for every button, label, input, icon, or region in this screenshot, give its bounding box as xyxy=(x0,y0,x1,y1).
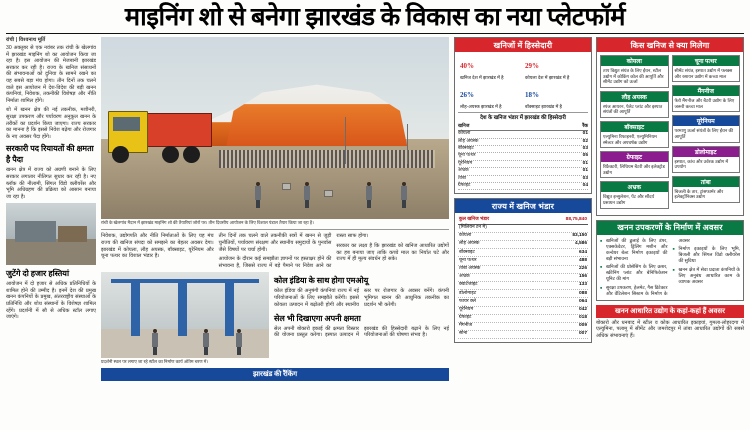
box-mineral-uses xyxy=(596,37,744,216)
machine-shape-2 xyxy=(58,226,87,242)
left-column xyxy=(6,37,96,429)
mineral-card-body: एल्युमिना रिफाइनरी, एल्युमिनियम स्मेल्टर और अपघर्षक उद्योग xyxy=(603,133,657,145)
list-item: कोयला 01 xyxy=(458,131,588,138)
percentage-cell xyxy=(523,55,588,84)
list-item: खनिज रैंक xyxy=(458,124,588,131)
percentage-value: 29% xyxy=(525,62,539,70)
list-item: चूना पत्थर 05 xyxy=(458,153,588,160)
person xyxy=(235,329,243,355)
mineral-card-body: विद्युत इन्सुलेशन, पेंट और सौंदर्य प्रसाधन उद्योग xyxy=(603,194,655,205)
mineral-card xyxy=(672,176,741,203)
mineral-card-body: रिफ्रैक्टरी, लिथियम बैटरी और इलेक्ट्रोड उद्योग xyxy=(603,164,665,175)
divider xyxy=(101,229,449,230)
truck-wheel xyxy=(112,146,129,163)
mineral-card xyxy=(600,55,669,88)
machine-shape xyxy=(15,221,56,242)
table-row: ग्रेफाइट 018 xyxy=(458,314,588,322)
byline: रांची | विश्वनाथ मूर्ति xyxy=(6,37,46,43)
percentage-grid xyxy=(458,55,588,112)
table-row: क्वार्टजाइट 133 xyxy=(458,281,588,289)
table-row: लौह अयस्क 4,586 xyxy=(458,241,588,249)
person xyxy=(400,182,408,208)
mineral-card-title: बॉक्साइट xyxy=(601,122,668,132)
mineral-rank-list xyxy=(458,124,588,191)
left-subhead-1: सरकारी पद रियायतों की क्षमता है पैदा xyxy=(6,144,94,165)
box-state-reserves-title: राज्य में खनिज भंडार xyxy=(455,199,591,213)
list-item: ग्रेफाइट 04 xyxy=(458,183,588,190)
drum xyxy=(324,190,333,197)
box-mineral-share xyxy=(454,37,592,194)
list-item: ■ खनिजों की प्रोसेसिंग के लिए क्रशर, स्क्रीनिंग प्लांट और बेनिफिकेशन यूनिट की मांग xyxy=(600,264,668,282)
pole xyxy=(407,124,408,164)
photo-stall-construction xyxy=(101,272,269,358)
truck-bed xyxy=(143,113,212,147)
person xyxy=(254,182,262,208)
photo-stall-caption: प्रदर्शनी स्थल पर लगाए जा रहे स्टॉल का निर्माण कार्य अंतिम चरण में। xyxy=(101,359,209,365)
mineral-card-title: लौह अयस्क xyxy=(601,92,668,102)
paragraph: सरकार का लक्ष्य है कि झारखंड को खनिज आधारित उद्योगों का हब बनाया जाए ताकि कच्चे माल का निर्यात घटे और राज्य में ही मूल्य संवर्धन हो सके। xyxy=(336,243,449,263)
left-subhead-2: जुटेंगे दो हजार हस्तियां xyxy=(6,269,70,279)
paragraph: निवेशक, उद्योगपति और नीति निर्माताओं के लिए यह मंच राज्य की खनिज संपदा को समझने का बेहतर अवसर देगा। झारखंड में कोयला, लौह अयस्क, बॉक्साइट, यूरेनियम और चूना पत्थर का विशाल भंडार है। xyxy=(101,233,214,260)
mineral-card-body: स्पंज आयरन, पेलेट प्लांट और इस्पात संयंत्रों की आपूर्ति xyxy=(603,103,663,115)
mid-story-coal-india xyxy=(274,288,449,309)
pole xyxy=(345,117,346,164)
mineral-card xyxy=(600,181,669,208)
person xyxy=(303,182,311,208)
table-row: अभ्रक 156 xyxy=(458,273,588,281)
mineral-card-title: तांबा xyxy=(673,177,740,187)
box-state-reserves-body xyxy=(455,213,591,342)
mineral-card-body: सीमेंट संयंत्र, इस्पात उद्योग में फ्लक्स और रसायन उद्योग में कच्चा माल xyxy=(674,68,733,79)
mid-story-sail xyxy=(274,326,449,341)
list-item: ■ सुरक्षा उपकरण, हेलमेट, गैस डिटेक्टर और वेंटिलेशन सिस्टम के निर्माण के अवसर xyxy=(600,238,740,297)
middle-lower-section xyxy=(101,272,449,365)
table-row: कोयला 83,150 xyxy=(458,232,588,240)
right-bottom-note: बोकारो और धनबाद में स्टील व कोक आधारित इकाइयां, गुमला-लोहरदगा में एल्युमिना, पलामू में सीमेंट और जमशेदपुर में तांबा आधारित उद्योगों की सबसे अधिक संभावनाएं हैं। xyxy=(596,319,744,339)
table-row: डोलोमाइट 088 xyxy=(458,290,588,298)
table-row: कुल खनिज भंडार 88,75,840 xyxy=(458,216,588,224)
percentage-label: लौह-अयस्क झारखंड में है xyxy=(460,103,502,109)
box-mineral-share-body xyxy=(455,52,591,193)
percentage-cell xyxy=(458,55,523,84)
right-bottom-strip: खनन आधारित उद्योग के कहां-कहां हैं अवसर xyxy=(596,305,744,318)
list-item: बॉक्साइट 03 xyxy=(458,146,588,153)
mineral-card-title: डोलोमाइट xyxy=(673,147,740,157)
mineral-rank-subtitle: देश के खनिज भंडार में झारखंड की हिस्सेदारी xyxy=(458,112,588,124)
truck xyxy=(108,99,212,165)
box-equipment-body xyxy=(597,235,743,300)
percentage-value: 18% xyxy=(525,90,539,99)
mineral-card-grid xyxy=(600,55,740,212)
mineral-card xyxy=(672,115,741,142)
mineral-card-body: परमाणु ऊर्जा संयंत्रों के लिए ईंधन की आपूर्ति xyxy=(674,128,734,139)
table-row: सोना 007 xyxy=(458,331,588,339)
middle-lower-right xyxy=(274,272,449,365)
table-row: फायर क्ले 064 xyxy=(458,298,588,306)
table-row: बॉक्साइट 634 xyxy=(458,249,588,257)
right-column-b xyxy=(596,37,744,429)
percentage-cell xyxy=(523,84,588,113)
left-story-2 xyxy=(6,167,96,200)
percentage-label: खनिज देश में झारखंड में है xyxy=(460,75,504,80)
photo-main-caption: रांची के खेलगांव मैदान में झारखंड माइनिंग शो की तैयारियां जोरों पर। तीन दिवसीय आयोजन के लिए विशाल पंडाल तैयार किया जा रहा है। xyxy=(101,220,314,225)
mineral-card xyxy=(672,55,741,82)
mineral-card xyxy=(672,146,741,173)
middle-body-text xyxy=(101,233,449,269)
person xyxy=(365,182,373,208)
mineral-card-title: अभ्रक xyxy=(601,182,668,192)
paragraph: सेल अपनी बोकारो इकाई की क्षमता विस्तार की योजना प्रस्तुत करेगा। इस्पात उत्पादन में झारखंड की हिस्सेदारी बढ़ाने के लिए नई परियोजनाओं की घोषणा संभव है। xyxy=(274,325,449,339)
box-equipment-opportunity xyxy=(596,220,744,301)
paragraph: कोल इंडिया की अनुषंगी कंपनियां राज्य में नई परियोजनाओं के लिए समझौते करेंगी। इससे कोयला उत्पादन में बढ़ोतरी होगी और स्थानीय स्तर पर रोजगार के अवसर बनेंगे। कंपनी भूमिगत खनन की आधुनिक तकनीक का प्रदर्शन भी करेगी। xyxy=(274,288,449,308)
pillar xyxy=(225,279,233,336)
mineral-card-title: मैंगनीज xyxy=(673,86,740,96)
paragraph: शो में खनन क्षेत्र की नई तकनीक, मशीनरी, सुरक्षा उपकरण और पर्यावरण अनुकूल खनन के तरीकों का प्रदर्शन किया जाएगा। राज्य सरकार का मानना है कि इससे निवेश बढ़ेगा और रोजगार के नए अवसर पैदा होंगे। xyxy=(6,107,96,140)
mineral-card-body: ताप विद्युत संयंत्र के लिए ईंधन, स्टील उद्योग में कोकिंग कोल की आपूर्ति और सीमेंट उद्योग को ऊर्जा xyxy=(603,68,664,85)
box-mineral-share-title: खनिजों में हिस्सेदारी xyxy=(455,38,591,52)
mineral-card xyxy=(600,151,669,178)
mineral-card xyxy=(600,91,669,118)
truck-cab xyxy=(108,111,148,153)
percentage-cell xyxy=(458,84,523,113)
mineral-card-body: इस्पात, कांच और उर्वरक उद्योग में उपयोग xyxy=(674,158,729,170)
paragraph: आयोजन के दौरान कई समझौता ज्ञापनों पर हस्ताक्षर होने की संभावना है, जिससे राज्य में बड़े पैमाने पर निवेश आने का रास्ता साफ होगा। xyxy=(218,233,369,269)
pillar xyxy=(178,279,186,336)
person xyxy=(202,329,210,355)
mineral-card-col-1 xyxy=(600,55,669,212)
box-state-reserves xyxy=(454,198,592,343)
list-item: ■ निर्माण इकाइयों के लिए भूमि, बिजली और सिंगल विंडो क्लीयरेंस की सुविधा xyxy=(673,246,741,264)
table-row: यूरेनियम 042 xyxy=(458,306,588,314)
list-item: अभ्रक 01 xyxy=(458,168,588,175)
box-mineral-uses-body xyxy=(597,52,743,215)
drum xyxy=(282,183,291,190)
masthead xyxy=(6,4,744,34)
middle-column xyxy=(101,37,449,429)
table-row: तांबा अयस्क 226 xyxy=(458,265,588,273)
table-row: (मिलियन टन में) xyxy=(458,224,588,232)
list-item: यूरेनियम 01 xyxy=(458,161,588,168)
photo-main-event-ground xyxy=(101,37,449,219)
table-row: चूना पत्थर 488 xyxy=(458,257,588,265)
mineral-card-title: ग्रेफाइट xyxy=(601,152,668,162)
page-body xyxy=(6,37,744,429)
percentage-label: बॉक्साइट झारखंड में है xyxy=(525,103,562,109)
list-item: लौह अयस्क 02 xyxy=(458,139,588,146)
paragraph: खनन क्षेत्र में राज्य को अग्रणी बनाने के लिए सरकार लगातार नीतिगत सुधार कर रही है। नए ब्लॉक की नीलामी, सिंगल विंडो क्लीयरेंस और भूमि अधिग्रहण की प्रक्रिया को आसान बनाया जा रहा है। xyxy=(6,167,96,200)
pillar xyxy=(131,279,139,336)
percentage-value: 26% xyxy=(460,90,474,99)
mid-head-coal-india: कोल इंडिया के साथ होगा एमओयू xyxy=(274,276,369,286)
mineral-card-title: चूना पत्थर xyxy=(673,56,740,66)
box-equipment-title: खनन उपकरणों के निर्माण में अवसर xyxy=(597,221,743,235)
paragraph: तीन दिनों तक चलने वाले तकनीकी सत्रों में खनन से जुड़ी चुनौतियों, पर्यावरण संरक्षण और स्थानीय समुदायों के पुनर्वास जैसे विषयों पर चर्चा होगी। xyxy=(218,233,332,253)
mineral-card-col-2 xyxy=(672,55,741,212)
percentage-value: 40% xyxy=(460,62,474,70)
paragraph: 30 अक्तूबर से एक नवंबर तक रांची के खेलगांव में झारखंड माइनिंग शो का आयोजन किया जा रहा है। इस आयोजन की मेजबानी झारखंड सरकार कर रही है। राज्य के खनिज संसाधनों की संभावनाओं को दुनिया के सामने रखने का यह सबसे बड़ा मंच होगा। तीन दिनों तक चलने वाले इस आयोजन में देश-विदेश की बड़ी खनन कंपनियां, निवेशक, तकनीकी विशेषज्ञ और नीति निर्माता शामिल होंगे। xyxy=(6,45,96,104)
person xyxy=(151,329,159,355)
left-story-3 xyxy=(6,281,96,321)
equipment-bullets xyxy=(600,238,740,297)
crowd xyxy=(219,150,435,168)
photo-machinery xyxy=(6,203,96,265)
box-mineral-uses-title: किस खनिज से क्या मिलेगा xyxy=(597,38,743,52)
right-column xyxy=(454,37,744,429)
paragraph: आयोजन में दो हजार से अधिक प्रतिनिधियों के शामिल होने की उम्मीद है। इनमें देश की प्रमुख खनन कंपनियों के प्रमुख, अंतरराष्ट्रीय संस्थाओं के प्रतिनिधि और शोध संस्थानों के विशेषज्ञ शामिल रहेंगे। प्रदर्शनी में सौ से अधिक स्टॉल लगाए जाएंगे। xyxy=(6,281,96,321)
truck-wheel xyxy=(162,146,179,163)
right-column-a xyxy=(454,37,592,429)
percentage-label: कोयला देश में झारखंड में है xyxy=(525,75,570,80)
mineral-card xyxy=(600,121,669,148)
left-story-1 xyxy=(6,45,96,140)
list-item: ■ खनन क्षेत्र में सेवा प्रदाता कंपनियों के लिए अनुबंध आधारित काम के व्यापक अवसर xyxy=(673,267,741,285)
page-title: माइनिंग शो से बनेगा झारखंड के विकास का नया प्लेटफॉर्म xyxy=(124,4,626,31)
mid-head-sail: सेल भी दिखाएगा अपनी क्षमता xyxy=(274,313,361,323)
photo-ground xyxy=(6,239,96,265)
table-row: मैंगनीज 009 xyxy=(458,322,588,330)
list-item: तांबा 03 xyxy=(458,176,588,183)
mineral-card xyxy=(672,85,741,112)
mineral-card-title: कोयला xyxy=(601,56,668,66)
truck-wheel xyxy=(183,146,200,163)
mineral-card-body: फेरो मैंगनीज और बैटरी उद्योग के लिए जरूरी कच्चा माल xyxy=(674,98,735,109)
middle-bottom-strip: झारखंड की रैंकिंग xyxy=(101,368,449,381)
middle-lower-left xyxy=(101,272,269,365)
reserves-table xyxy=(458,216,588,339)
list-item: ■ खनिजों की ढुलाई के लिए डंपर, एक्सकेवेटर, ड्रिलिंग मशीन और कन्वेयर बेल्ट निर्माण इकाइयों की बड़ी संभावना xyxy=(600,238,668,262)
mineral-card-title: यूरेनियम xyxy=(673,116,740,126)
mineral-card-body: बिजली के तार, ट्रांसफार्मर और इलेक्ट्रॉनिक्स उद्योग xyxy=(674,188,724,200)
